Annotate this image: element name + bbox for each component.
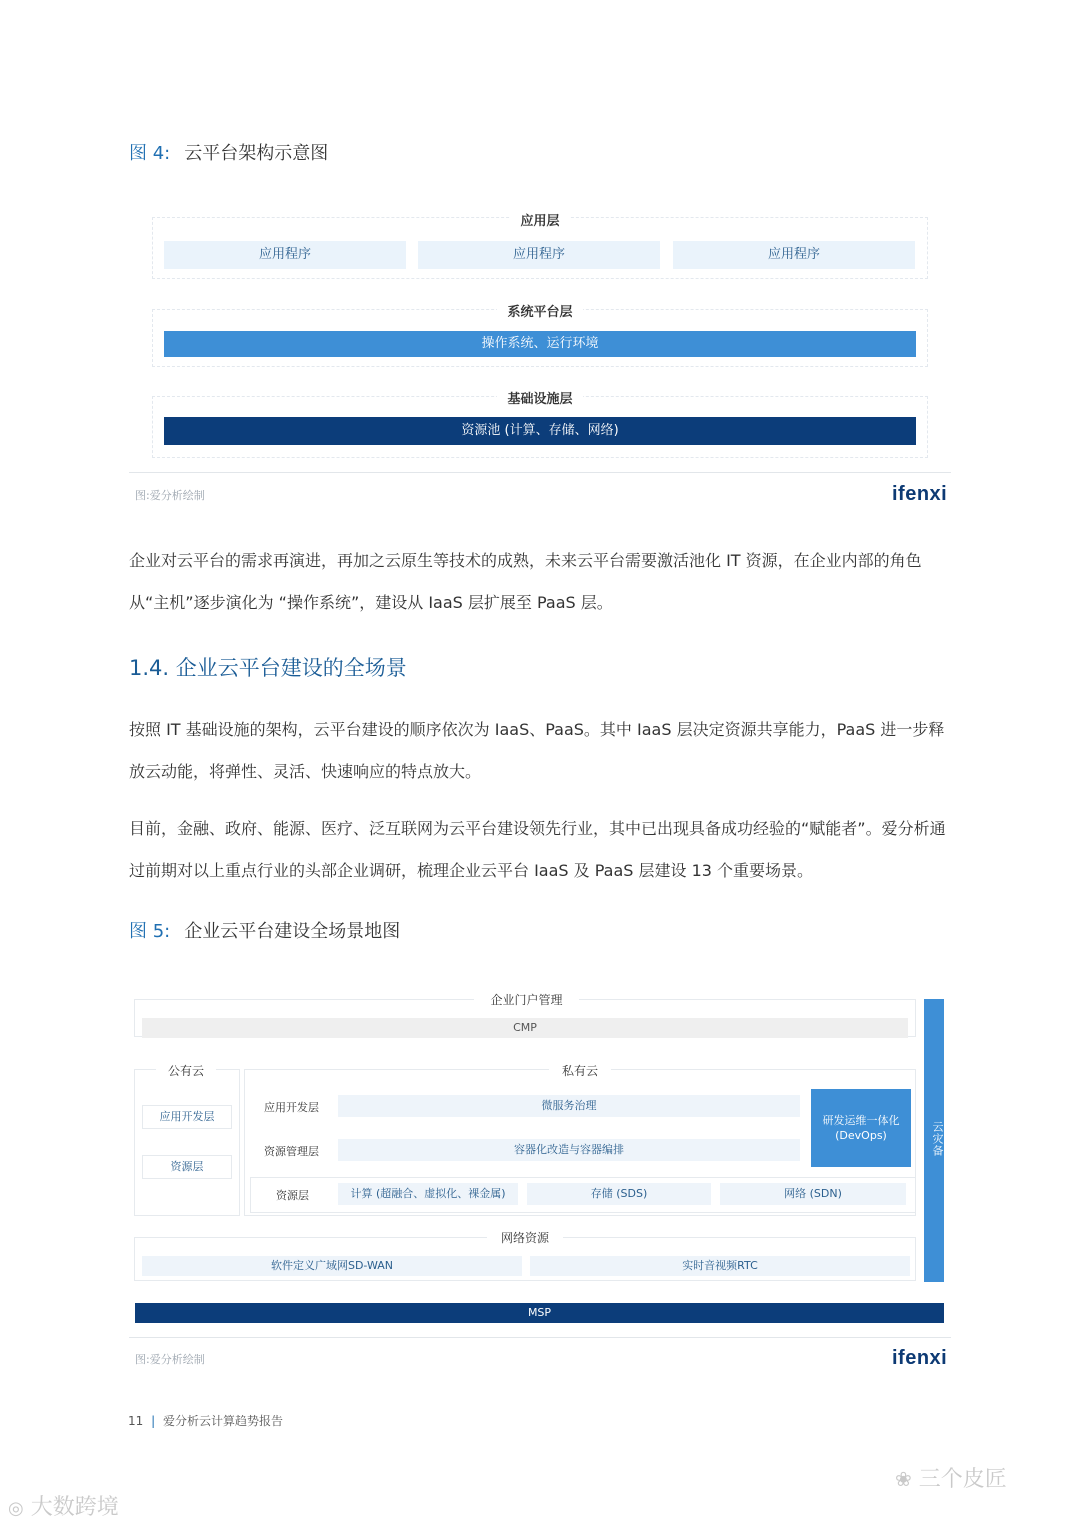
app-program-box: 应用程序	[418, 241, 660, 269]
ifenxi-logo: ifenxi	[892, 1347, 948, 1369]
private-row-label: 资源管理层	[264, 1145, 319, 1158]
sd-wan-item: 软件定义广域网SD-WAN	[142, 1256, 522, 1276]
devops-line-1: 研发运维一体化	[822, 1114, 900, 1127]
paragraph-1: 企业对云平台的需求再演进，再加之云原生等技术的成熟，未来云平台需要激活池化 IT 资源，在企业内部的角色从“主机”逐步演化为 “操作系统”，建设从 IaaS 层扩展至 PaaS 层。	[129, 551, 922, 612]
cloud-scenario-map	[134, 988, 946, 1328]
public-resource-layer: 资源层	[142, 1155, 232, 1179]
os-runtime-bar: 操作系统、运行环境	[164, 331, 916, 357]
storage-resource: 存储 (SDS)	[527, 1183, 711, 1205]
paragraph-3: 目前，金融、政府、能源、医疗、泛互联网为云平台建设领先行业，其中已出现具备成功经验的“赋能者”。爱分析通过前期对以上重点行业的头部企业调研，梳理企业云平台 IaaS 及 PaaS 层建设 13 个重要场景。	[129, 819, 946, 880]
infra-layer-title: 基础设施层	[150, 388, 930, 407]
watermark-left-text: 大数跨境	[30, 1495, 119, 1520]
figure5-number: 图 5:	[129, 921, 171, 942]
disaster-recovery-label: 云灾备	[931, 1121, 944, 1157]
report-title: 爱分析云计算趋势报告	[162, 1414, 283, 1428]
figure4-separator	[129, 472, 951, 473]
devops-line-2: (DevOps)	[835, 1129, 887, 1142]
private-row-label: 应用开发层	[264, 1101, 319, 1114]
ifenxi-logo: ifenxi	[892, 483, 948, 505]
footer-separator: |	[151, 1414, 156, 1428]
network-resources-title: 网络资源	[487, 1229, 563, 1246]
watermark-right	[895, 1462, 1007, 1493]
disaster-recovery-bar	[924, 999, 944, 1282]
app-program-box: 应用程序	[164, 241, 406, 269]
public-app-dev-layer: 应用开发层	[142, 1105, 232, 1129]
private-row-label: 资源层	[276, 1189, 309, 1202]
cmp-bar: CMP	[142, 1018, 908, 1038]
portal-title: 企业门户管理	[474, 991, 579, 1008]
paragraph-2: 按照 IT 基础设施的架构，云平台建设的顺序依次为 IaaS、PaaS。其中 IaaS 层决定资源共享能力，PaaS 进一步释放云动能，将弹性、灵活、快速响应的特点放大。	[129, 720, 945, 781]
microservice-governance: 微服务治理	[338, 1095, 800, 1117]
private-cloud-title: 私有云	[549, 1062, 611, 1079]
wechat-icon: ❀	[895, 1467, 912, 1491]
watermark-left	[8, 1490, 119, 1521]
system-layer-title: 系统平台层	[150, 301, 930, 320]
figure5-caption	[129, 917, 400, 943]
figure4-title: 云平台架构示意图	[184, 143, 329, 164]
app-layer-title: 应用层	[150, 210, 930, 229]
network-resource: 网络 (SDN)	[720, 1183, 906, 1205]
container-orchestration: 容器化改造与容器编排	[338, 1139, 800, 1161]
figure4-source: 图:爱分析绘制	[135, 489, 205, 502]
figure5-title: 企业云平台建设全场景地图	[184, 921, 401, 942]
weibo-icon: ◎	[8, 1498, 24, 1519]
page-number: 11	[128, 1414, 144, 1428]
cloud-architecture-diagram	[150, 205, 930, 465]
rtc-item: 实时音视频RTC	[530, 1256, 910, 1276]
public-cloud-box	[134, 1069, 240, 1216]
devops-box	[811, 1089, 911, 1167]
figure5-source: 图:爱分析绘制	[135, 1353, 205, 1366]
figure4-number: 图 4:	[129, 143, 171, 164]
figure5-separator	[129, 1337, 951, 1338]
public-cloud-title: 公有云	[156, 1062, 216, 1079]
page-footer	[128, 1412, 283, 1429]
msp-bar: MSP	[135, 1303, 944, 1323]
resource-pool-bar: 资源池 (计算、存储、网络)	[164, 417, 916, 445]
app-program-box: 应用程序	[673, 241, 915, 269]
section-title: 1.4. 企业云平台建设的全场景	[129, 656, 407, 680]
figure4-caption	[129, 139, 328, 165]
compute-resource: 计算 (超融合、虚拟化、裸金属)	[338, 1183, 518, 1205]
watermark-right-text: 三个皮匠	[918, 1467, 1007, 1492]
